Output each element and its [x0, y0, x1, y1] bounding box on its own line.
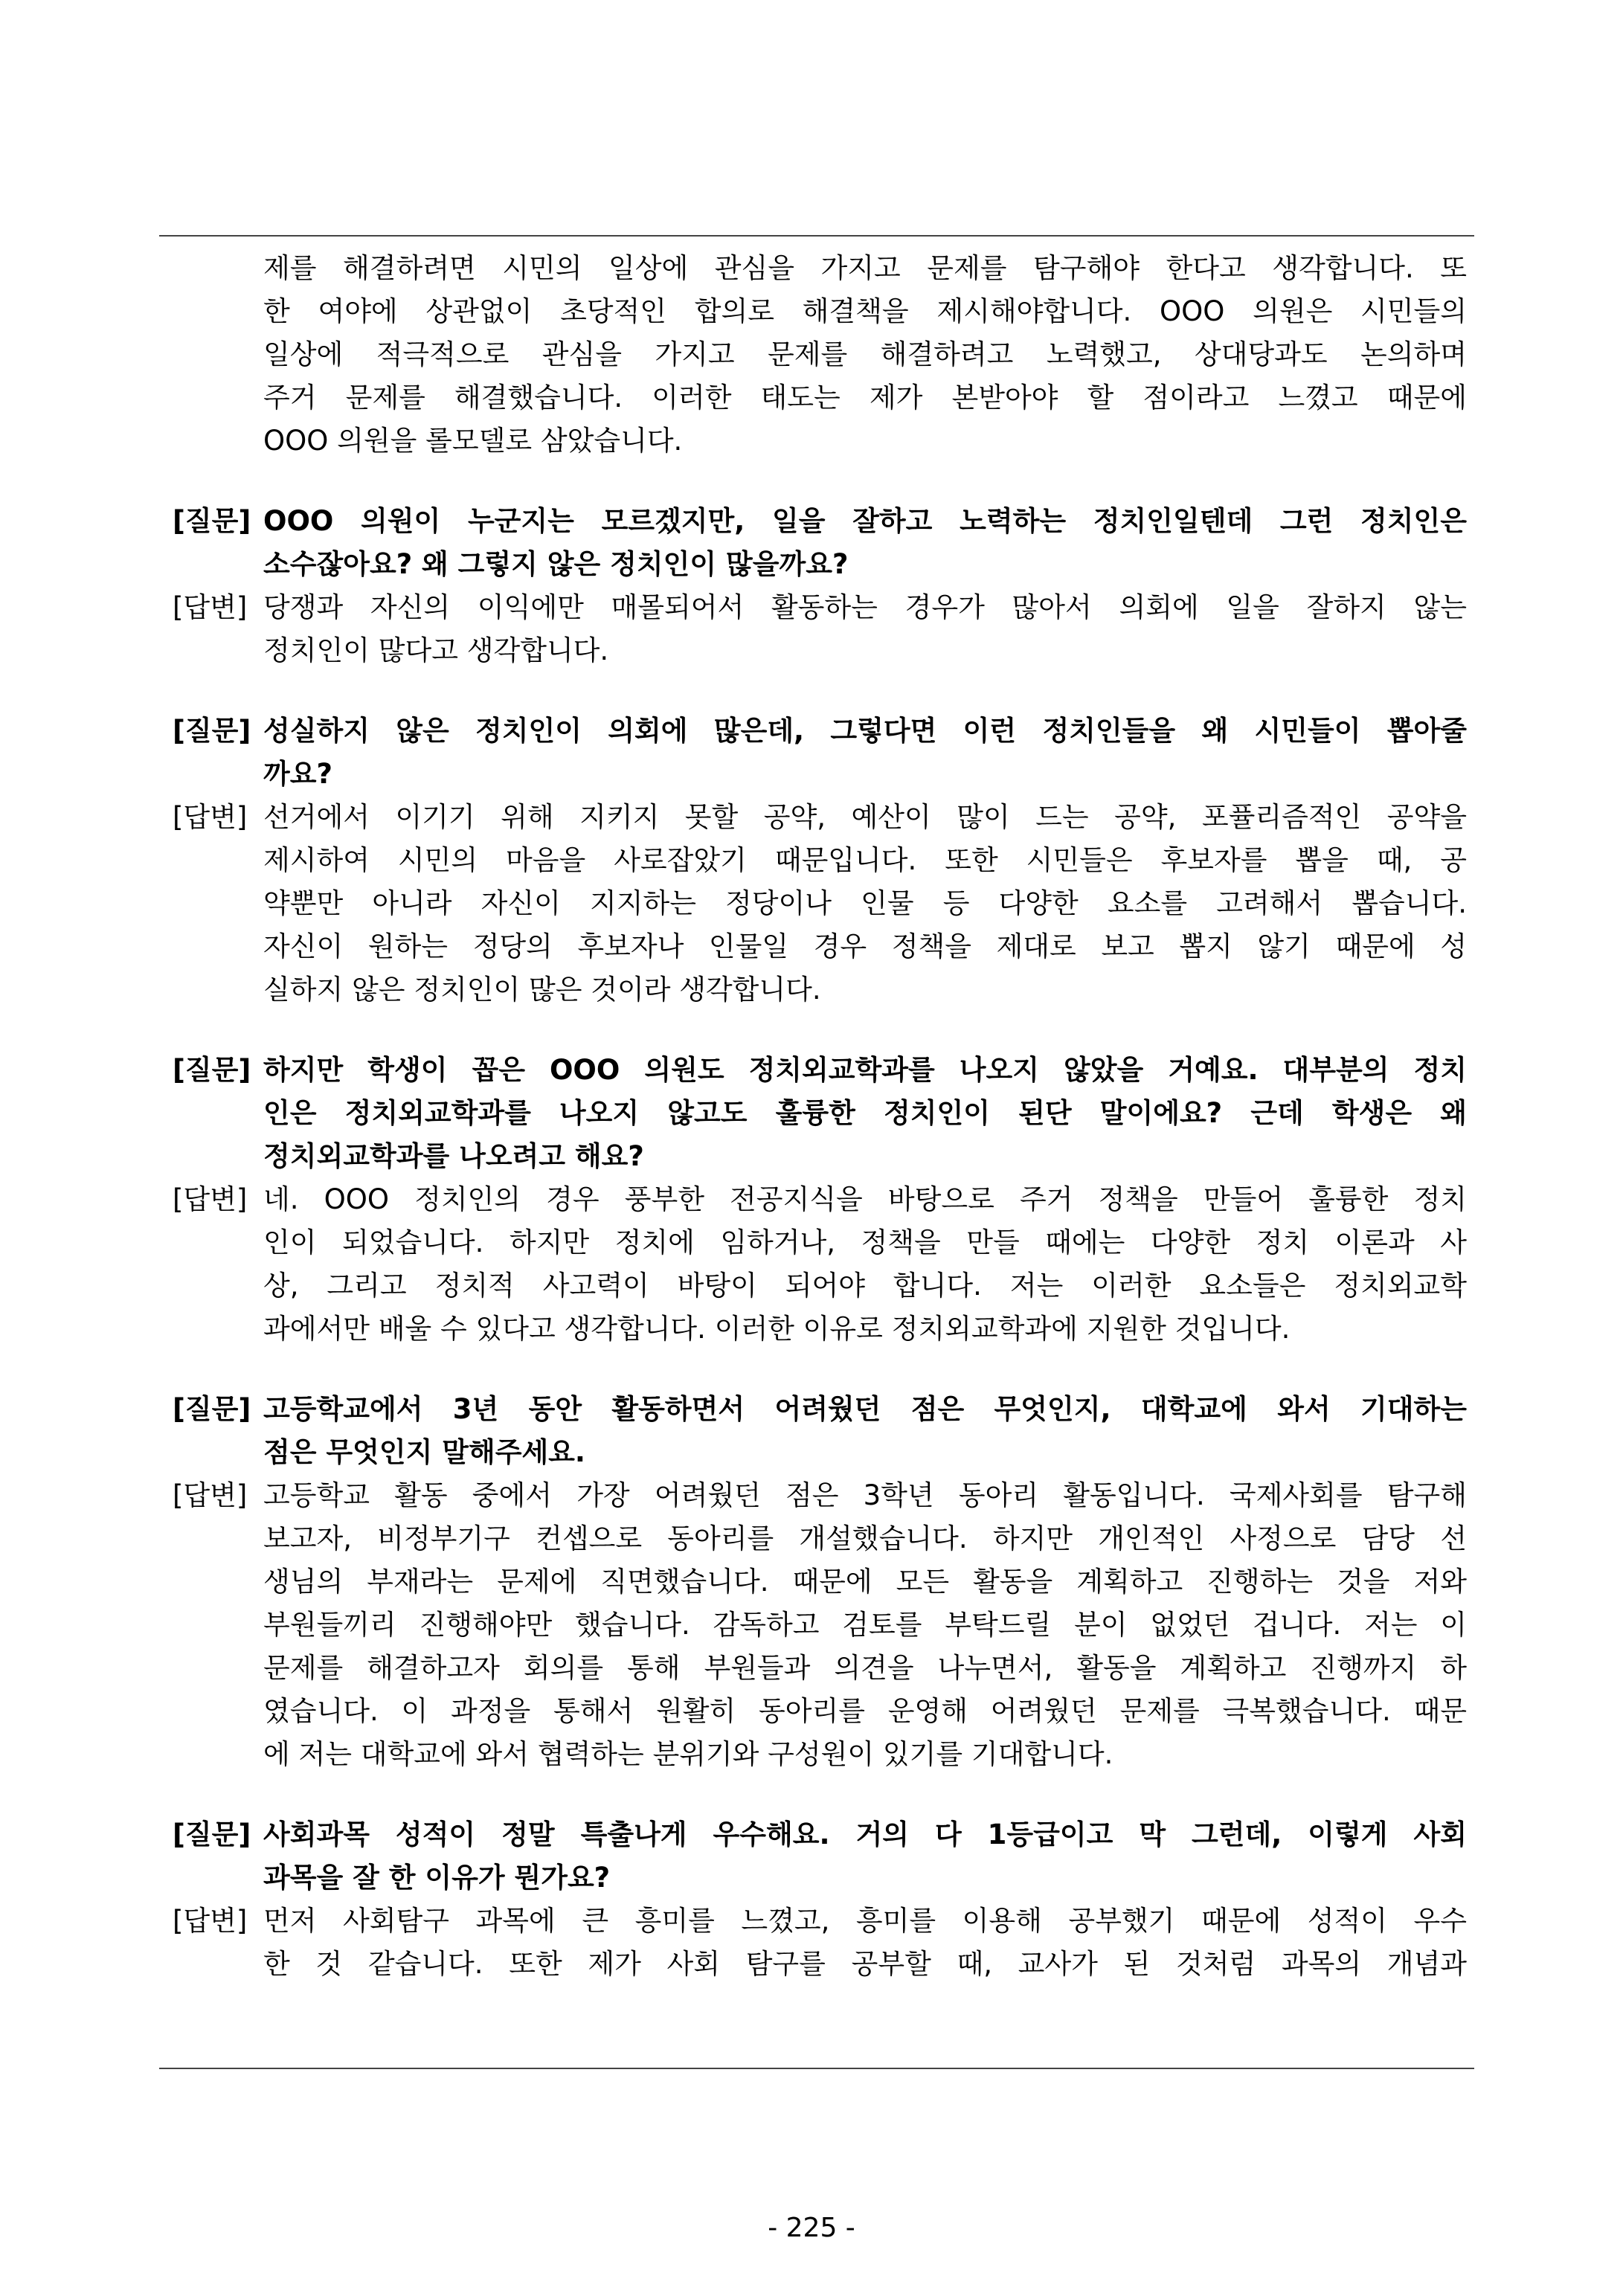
- text-line: 였습니다. 이 과정을 통해서 원활히 동아리를 운영해 어려웠던 문제를 극복했습니다. 때문: [263, 1695, 1467, 1727]
- text-line: 사회과목 성적이 정말 특출나게 우수해요. 거의 다 1등급이고 막 그런데, 이렇게 사회: [263, 1819, 1467, 1850]
- page-number: - 225 -: [768, 2213, 855, 2243]
- text-line: 실하지 않은 정치인이 많은 것이라 생각합니다.: [263, 974, 821, 1006]
- text-line: 제시하여 시민의 마음을 사로잡았기 때문입니다. 또한 시민들은 후보자를 뽑을 때, 공: [263, 844, 1467, 876]
- text-line: 인은 정치외교학과를 나오지 않고도 훌륭한 정치인이 된단 말이에요? 근데 학생은 왜: [263, 1097, 1467, 1129]
- text-line: 상, 그리고 정치적 사고력이 바탕이 되어야 합니다. 저는 이러한 요소들은 정치외교학: [263, 1270, 1467, 1302]
- header-rule: [159, 235, 1474, 237]
- text-line: 성실하지 않은 정치인이 의회에 많은데, 그렇다면 이런 정치인들을 왜 시민들이 뽑아줄: [263, 715, 1467, 747]
- answer-block: [0, 586, 1623, 672]
- question-block: [0, 500, 1623, 586]
- text-line: 에 저는 대학교에 와서 협력하는 분위기와 구성원이 있기를 기대합니다.: [263, 1738, 1113, 1770]
- text-line: 정치외교학과를 나오려고 해요?: [263, 1140, 644, 1172]
- question-label: [질문]: [173, 505, 251, 537]
- question-block: [0, 1813, 1623, 1900]
- answer-block: [0, 1178, 1623, 1351]
- question-label: [질문]: [173, 1054, 251, 1086]
- text-line: 인이 되었습니다. 하지만 정치에 임하거나, 정책을 만들 때에는 다양한 정치 이론과 사: [263, 1226, 1467, 1258]
- question-label: [질문]: [173, 1819, 251, 1850]
- text-line: 과목을 잘 한 이유가 뭔가요?: [263, 1862, 611, 1894]
- answer-block: [0, 1474, 1623, 1776]
- answer-text: [173, 1900, 1467, 1986]
- continued-answer: [0, 247, 1623, 463]
- answer-text: [173, 1178, 1467, 1351]
- answer-label: [답변]: [173, 1479, 248, 1511]
- text-line: 주거 문제를 해결했습니다. 이러한 태도는 제가 본받아야 할 점이라고 느꼈고 때문에: [263, 382, 1467, 414]
- question-text: [173, 710, 1467, 796]
- text-line: 문제를 해결하고자 회의를 통해 부원들과 의견을 나누면서, 활동을 계획하고 진행까지 하: [263, 1652, 1467, 1684]
- answer-block: [0, 796, 1623, 1012]
- question-text: [173, 1813, 1467, 1900]
- question-label: [질문]: [173, 715, 251, 747]
- text-line: 부원들끼리 진행해야만 했습니다. 감독하고 검토를 부탁드릴 분이 없었던 겁니다. 저는 이: [263, 1609, 1467, 1641]
- answer-text: [263, 247, 1467, 463]
- text-line: 점은 무엇인지 말해주세요.: [263, 1436, 585, 1468]
- text-line: 당쟁과 자신의 이익에만 매몰되어서 활동하는 경우가 많아서 의회에 일을 잘하지 않는: [263, 591, 1467, 623]
- text-line: 생님의 부재라는 문제에 직면했습니다. 때문에 모든 활동을 계획하고 진행하는 것을 저와: [263, 1566, 1467, 1598]
- text-line: 소수잖아요? 왜 그렇지 않은 정치인이 많을까요?: [263, 548, 849, 580]
- question-label: [질문]: [173, 1393, 251, 1425]
- question-text: [173, 1049, 1467, 1178]
- answer-label: [답변]: [173, 801, 248, 833]
- answer-label: [답변]: [173, 1905, 248, 1937]
- answer-label: [답변]: [173, 1183, 248, 1215]
- text-line: 한 여야에 상관없이 초당적인 합의로 해결책을 제시해야합니다. OOO 의원은 시민들의: [263, 295, 1467, 327]
- text-line: 고등학교에서 3년 동안 활동하면서 어려웠던 점은 무엇인지, 대학교에 와서 기대하는: [263, 1393, 1467, 1425]
- text-line: 먼저 사회탐구 과목에 큰 흥미를 느꼈고, 흥미를 이용해 공부했기 때문에 성적이 우수: [263, 1905, 1467, 1937]
- text-line: 자신이 원하는 정당의 후보자나 인물일 경우 정책을 제대로 보고 뽑지 않기 때문에 성: [263, 930, 1467, 962]
- question-block: [0, 1049, 1623, 1178]
- text-line: 보고자, 비정부기구 컨셉으로 동아리를 개설했습니다. 하지만 개인적인 사정으로 담당 선: [263, 1522, 1467, 1554]
- text-line: 하지만 학생이 꼽은 OOO 의원도 정치외교학과를 나오지 않았을 거예요. 대부분의 정치: [263, 1054, 1467, 1086]
- answer-text: [173, 796, 1467, 1012]
- answer-block: [0, 1900, 1623, 1986]
- question-block: [0, 710, 1623, 796]
- text-line: 한 것 같습니다. 또한 제가 사회 탐구를 공부할 때, 교사가 된 것처럼 과목의 개념과: [263, 1948, 1467, 1980]
- question-block: [0, 1388, 1623, 1474]
- answer-label: [답변]: [173, 591, 248, 623]
- text-line: 까요?: [263, 758, 332, 790]
- question-text: [173, 1388, 1467, 1474]
- answer-text: [173, 1474, 1467, 1776]
- text-line: OOO 의원을 롤모델로 삼았습니다.: [263, 425, 683, 457]
- text-line: 과에서만 배울 수 있다고 생각합니다. 이러한 이유로 정치외교학과에 지원한 것입니다.: [263, 1313, 1291, 1345]
- text-line: 정치인이 많다고 생각합니다.: [263, 634, 609, 666]
- footer-rule: [159, 2068, 1474, 2069]
- answer-text: [173, 586, 1467, 672]
- interview-transcript: [0, 247, 1623, 1986]
- text-line: 네. OOO 정치인의 경우 풍부한 전공지식을 바탕으로 주거 정책을 만들어 훌륭한 정치: [263, 1183, 1467, 1215]
- text-line: OOO 의원이 누군지는 모르겠지만, 일을 잘하고 노력하는 정치인일텐데 그런 정치인은: [263, 505, 1467, 537]
- question-text: [173, 500, 1467, 586]
- text-line: 고등학교 활동 중에서 가장 어려웠던 점은 3학년 동아리 활동입니다. 국제사회를 탐구해: [263, 1479, 1467, 1511]
- text-line: 선거에서 이기기 위해 지키지 못할 공약, 예산이 많이 드는 공약, 포퓰리즘적인 공약을: [263, 801, 1467, 833]
- text-line: 제를 해결하려면 시민의 일상에 관심을 가지고 문제를 탐구해야 한다고 생각합니다. 또: [263, 252, 1467, 284]
- text-line: 일상에 적극적으로 관심을 가지고 문제를 해결하려고 노력했고, 상대당과도 논의하며: [263, 338, 1467, 370]
- text-line: 약뿐만 아니라 자신이 지지하는 정당이나 인물 등 다양한 요소를 고려해서 뽑습니다.: [263, 887, 1467, 919]
